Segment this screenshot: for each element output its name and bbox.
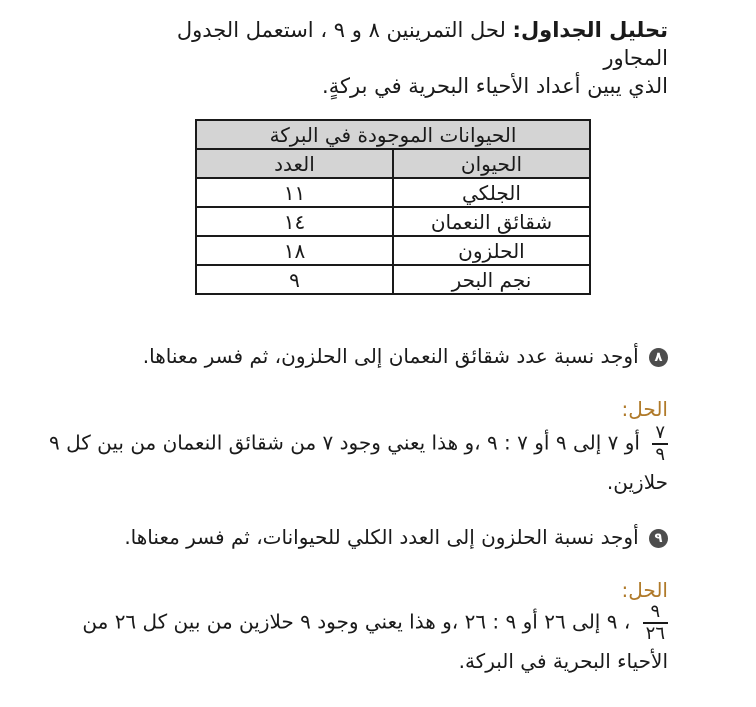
problem-text: أوجد نسبة عدد شقائق النعمان إلى الحلزون، ثم فسر معناها. — [142, 344, 639, 368]
problem-text: أوجد نسبة الحلزون إلى العدد الكلي للحيوانات، ثم فسر معناها. — [124, 525, 639, 549]
fraction-denominator: ٢٦ — [645, 623, 665, 644]
table-row — [196, 236, 590, 265]
pond-animals-table — [195, 119, 591, 295]
animal-cell: الحلزون — [393, 236, 590, 265]
answer-text: ، ٩ إلى ٢٦ أو ٩ : ٢٦ ،و هذا يعني وجود ٩ حلازين من بين كل ٢٦ من الأحياء البحرية في البركة. — [82, 609, 668, 673]
count-cell: ١١ — [196, 178, 393, 207]
fraction-numerator: ٧ — [652, 423, 668, 445]
solution-answer — [38, 602, 668, 678]
fraction-numerator: ٩ — [643, 602, 668, 624]
count-cell: ١٤ — [196, 207, 393, 236]
solution-answer — [38, 423, 668, 499]
table-row — [196, 207, 590, 236]
problem-9 — [68, 522, 668, 552]
column-header-count: العدد — [196, 149, 393, 178]
animal-cell: نجم البحر — [393, 265, 590, 294]
ratio-fraction — [643, 602, 668, 644]
problem-number-badge: ٩ — [649, 529, 668, 548]
animal-cell: شقائق النعمان — [393, 207, 590, 236]
intro-line-2: المجاور — [603, 46, 668, 70]
intro-heading: تحليل الجداول: — [512, 18, 668, 42]
table-title: الحيوانات الموجودة في البركة — [196, 120, 590, 149]
animal-cell: الجلكي — [393, 178, 590, 207]
problem-number-badge: ٨ — [649, 348, 668, 367]
problem-8 — [68, 341, 668, 371]
count-cell: ٩ — [196, 265, 393, 294]
intro-line-3: الذي يبين أعداد الأحياء البحرية في بركةٍ. — [322, 74, 668, 98]
solution-label: الحل: — [621, 578, 668, 602]
intro-line-1: لحل التمرينين ٨ و ٩ ، استعمل الجدول — [176, 18, 506, 42]
table-row — [196, 178, 590, 207]
table-row — [196, 265, 590, 294]
ratio-fraction — [652, 423, 668, 465]
solution-label: الحل: — [621, 397, 668, 421]
answer-text: أو ٧ إلى ٩ أو ٧ : ٩ ،و هذا يعني وجود ٧ من شقائق النعمان من بين كل ٩ حلازين. — [49, 430, 668, 494]
count-cell: ١٨ — [196, 236, 393, 265]
fraction-denominator: ٩ — [655, 444, 665, 465]
column-header-animal: الحيوان — [393, 149, 590, 178]
intro-paragraph — [148, 16, 668, 100]
